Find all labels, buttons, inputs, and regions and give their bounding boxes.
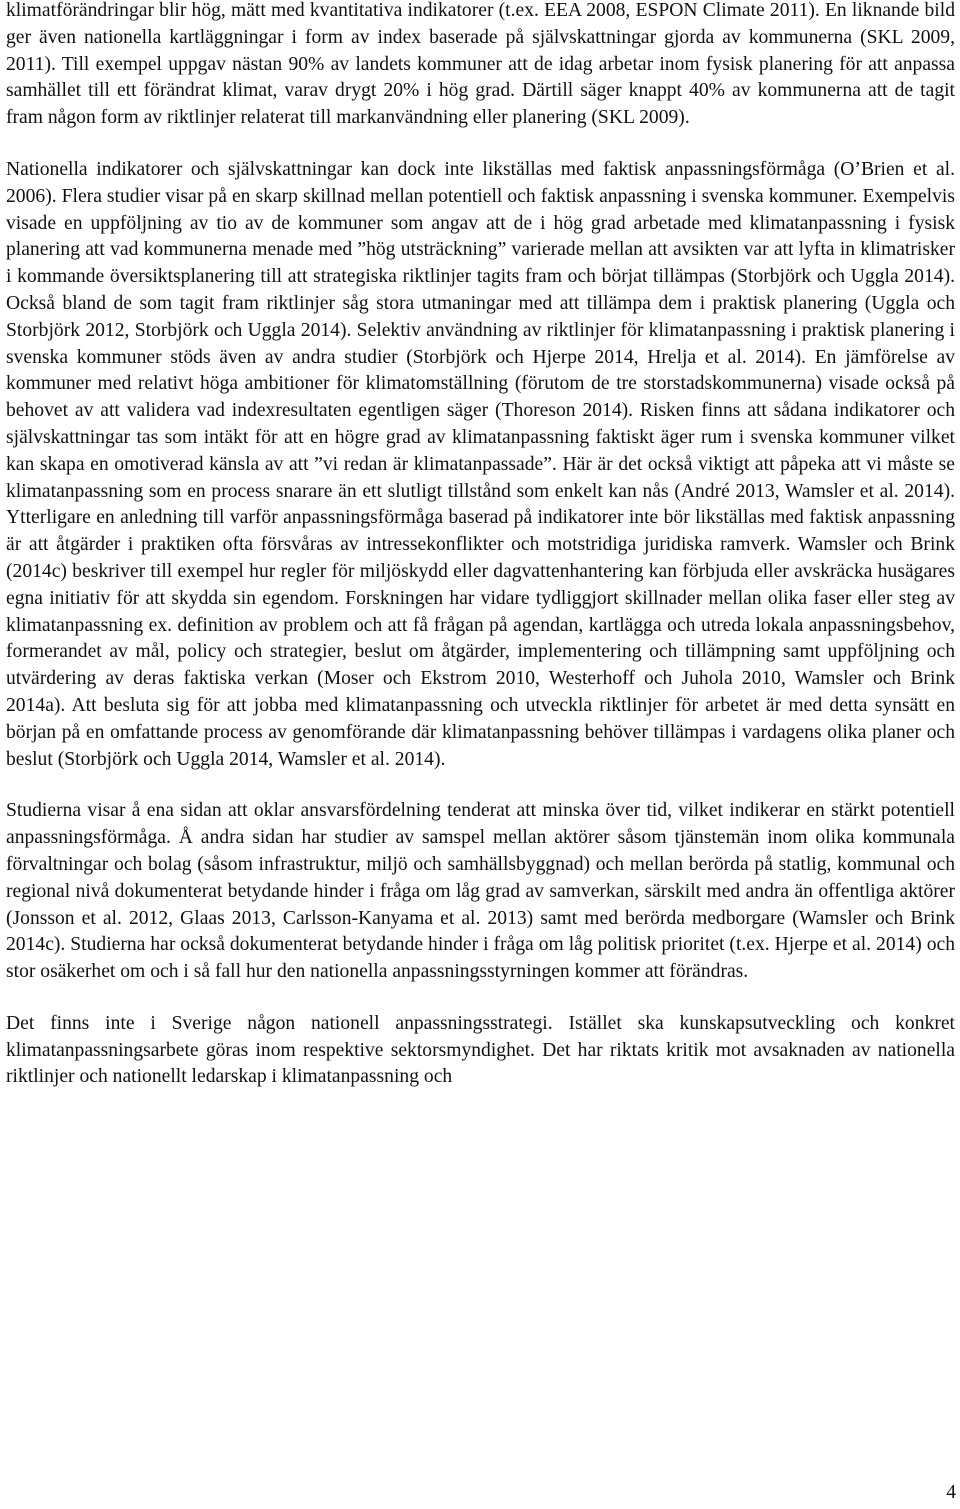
document-page [6, 0, 955, 1091]
paragraph-4: Det finns inte i Sverige någon nationell anpassningsstrategi. Istället ska kunskapsutveckling och konkret klimatanpassningsarbete göras inom respektive sektorsmyndighet. Det har riktats kritik mot avsaknaden av nationella riktlinjer och nationellt ledarskap i klimatanpassning och [6, 1012, 955, 1088]
paragraph-2: Nationella indikatorer och självskattningar kan dock inte likställas med faktisk anpassningsförmåga (O’Brien et al. 2006). Flera studier visar på en skarp skillnad mellan potentiell och faktisk anpassning i svenska kommuner. Exempelvis visade en uppföljning av tio av de kommuner som angav att de i hög grad arbetade med klimatanpassning i fysisk planering att vad kommunerna menade med ”hög utsträckning” varierade mellan att avsikten var att lyfta in klimatrisker i kommande översiktsplanering till att strategiska riktlinjer tagits fram och börjat tillämpas (Storbjörk och Uggla 2014). Också bland de som tagit fram riktlinjer såg stora utmaningar med att tillämpa dem i praktisk planering (Uggla och Storbjörk 2012, Storbjörk och Uggla 2014). Selektiv användning av riktlinjer för klimatanpassning i praktisk planering i svenska kommuner stöds även av andra studier (Storbjörk och Hjerpe 2014, Hrelja et al. 2014). En jämförelse av kommuner med relativt höga ambitioner för klimatomställning (förutom de tre storstadskommunerna) visade också på behovet av att validera vad indexresultaten egentligen säger (Thoreson 2014). Risken finns att sådana indikatorer och självskattningar tas som intäkt för att en högre grad av klimatanpassning faktiskt äger rum i svenska kommuner vilket kan skapa en omotiverad känsla av att ”vi redan är klimatanpassade”. Här är det också viktigt att påpeka att vi måste se klimatanpassning som en process snarare än ett slutligt tillstånd som enkelt kan nås (André 2013, Wamsler et al. 2014). Ytterligare en anledning till varför anpassningsförmåga baserad på indikatorer inte bör likställas med faktisk anpassning är att åtgärder i praktiken ofta försvåras av intressekonflikter och motstridiga juridiska ramverk. Wamsler och Brink (2014c) beskriver till exempel hur regler för miljöskydd eller dagvattenhantering kan förbjuda eller avskräcka husägares egna initiativ för att skydda sin egendom. Forskningen har vidare tydliggjort skillnader mellan olika faser eller steg av klimatanpassning ex. definition av problem och att få frågan på agendan, kartlägga och utreda lokala anpassningsbehov, formerandet av mål, policy och strategier, beslut om åtgärder, implementering och tillämpning samt uppföljning och utvärdering av deras faktiska verkan (Moser och Ekstrom 2010, Westerhoff och Juhola 2010, Wamsler och Brink 2014a). Att besluta sig för att jobba med klimatanpassning och utveckla riktlinjer för arbetet är med detta synsätt en början på en omfattande process av genomförande där klimatanpassning behöver tillämpas i vardagens olika planer och beslut (Storbjörk och Uggla 2014, Wamsler et al. 2014). [6, 158, 955, 770]
paragraph-3: Studierna visar å ena sidan att oklar ansvarsfördelning tenderat att minska över tid, vilket indikerar en stärkt potentiell anpassningsförmåga. Å andra sidan har studier av samspel mellan aktörer såsom tjänstemän inom olika kommunala förvaltningar och bolag (såsom infrastruktur, miljö och samhällsbyggnad) och mellan berörda på statlig, kommunal och regional nivå dokumenterat betydande hinder i fråga om låg grad av samverkan, särskilt med andra än offentliga aktörer (Jonsson et al. 2012, Glaas 2013, Carlsson-Kanyama et al. 2013) samt med berörda medborgare (Wamsler och Brink 2014c). Studierna har också dokumenterat betydande hinder i fråga om låg politisk prioritet (t.ex. Hjerpe et al. 2014) och stor osäkerhet om och i så fall hur den nationella anpassningsstyrningen kommer att förändras. [6, 800, 955, 983]
page-number: 4 [946, 1482, 956, 1503]
paragraph-1: klimatförändringar blir hög, mätt med kvantitativa indikatorer (t.ex. EEA 2008, ESPON Climate 2011). En liknande bild ger även nationella kartläggningar i form av index baserade på självskattningar gjorda av kommunerna (SKL 2009, 2011). Till exempel uppgav nästan 90% av landets kommuner att de idag arbetar inom fysisk planering för att anpassa samhället till ett förändrat klimat, varav drygt 20% i hög grad. Därtill säger knappt 40% av kommunerna att de tagit fram någon form av riktlinjer relaterat till markanvändning eller planering (SKL 2009). [6, 0, 955, 129]
